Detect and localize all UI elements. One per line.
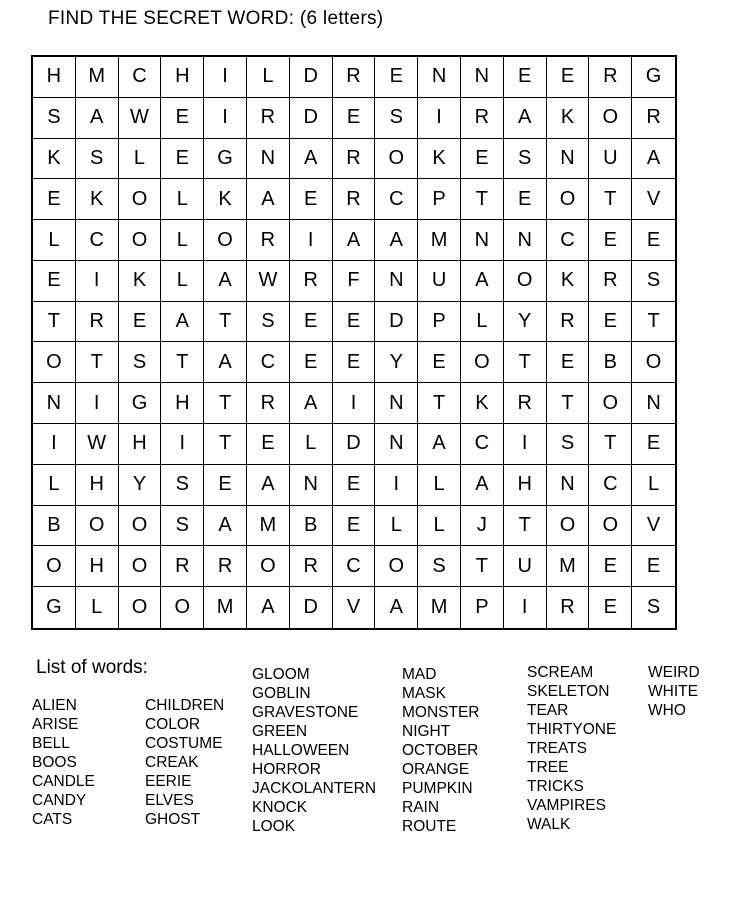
grid-cell: S	[33, 98, 76, 139]
grid-cell: L	[290, 424, 333, 465]
word-list-item: CATS	[32, 811, 73, 828]
grid-cell: A	[247, 179, 290, 220]
grid-cell: N	[461, 57, 504, 98]
grid-cell: O	[589, 383, 632, 424]
grid-cell: E	[333, 506, 376, 547]
word-list-item: TREE	[527, 759, 569, 776]
grid-cell: W	[76, 424, 119, 465]
word-list-item: CANDY	[32, 792, 87, 809]
word-list-item: PUMPKIN	[402, 780, 473, 797]
word-list-item: WHO	[648, 702, 686, 719]
word-list-item: CHILDREN	[145, 697, 225, 714]
grid-cell: E	[589, 302, 632, 343]
grid-cell: I	[161, 424, 204, 465]
grid-cell: R	[547, 587, 590, 628]
word-list-item: SCREAM	[527, 664, 594, 681]
grid-cell: T	[76, 342, 119, 383]
word-list-item: CANDLE	[32, 773, 95, 790]
grid-cell: I	[204, 98, 247, 139]
grid-cell: S	[119, 342, 162, 383]
grid-cell: O	[119, 179, 162, 220]
grid-cell: I	[76, 383, 119, 424]
grid-cell: O	[33, 546, 76, 587]
grid-cell: S	[632, 261, 675, 302]
grid-cell: E	[333, 465, 376, 506]
grid-cell: Y	[504, 302, 547, 343]
grid-cell: O	[547, 506, 590, 547]
grid-cell: R	[333, 139, 376, 180]
grid-cell: A	[247, 465, 290, 506]
grid-cell: R	[589, 261, 632, 302]
grid-cell: O	[547, 179, 590, 220]
word-list-item: ALIEN	[32, 697, 77, 714]
grid-cell: M	[418, 220, 461, 261]
grid-cell: W	[247, 261, 290, 302]
word-list-column-6	[648, 663, 700, 720]
word-list-item: KNOCK	[252, 799, 308, 816]
grid-cell: A	[161, 302, 204, 343]
grid-cell: A	[504, 98, 547, 139]
grid-cell: E	[204, 465, 247, 506]
grid-cell: C	[76, 220, 119, 261]
grid-cell: R	[247, 383, 290, 424]
grid-cell: A	[247, 587, 290, 628]
grid-cell: L	[632, 465, 675, 506]
grid-cell: R	[632, 98, 675, 139]
word-list-item: COSTUME	[145, 735, 223, 752]
grid-cell: R	[247, 220, 290, 261]
grid-cell: U	[589, 139, 632, 180]
grid-cell: K	[204, 179, 247, 220]
grid-cell: V	[632, 179, 675, 220]
grid-cell: E	[161, 139, 204, 180]
word-list-item: MAD	[402, 666, 437, 683]
grid-cell: O	[204, 220, 247, 261]
grid-cell: N	[632, 383, 675, 424]
grid-cell: L	[418, 465, 461, 506]
grid-cell: N	[290, 465, 333, 506]
grid-cell: O	[589, 98, 632, 139]
grid-cell: E	[33, 261, 76, 302]
word-list-item: BELL	[32, 735, 70, 752]
grid-cell: S	[76, 139, 119, 180]
grid-cell: L	[461, 302, 504, 343]
word-list-column-2	[145, 696, 224, 829]
word-list-item: JACKOLANTERN	[252, 780, 377, 797]
grid-cell: C	[589, 465, 632, 506]
grid-cell: E	[247, 424, 290, 465]
grid-cell: K	[76, 179, 119, 220]
word-list-item: EERIE	[145, 773, 192, 790]
word-list-item: WALK	[527, 816, 571, 833]
grid-cell: G	[33, 587, 76, 628]
grid-cell: E	[418, 342, 461, 383]
grid-cell: O	[76, 506, 119, 547]
grid-cell: E	[589, 220, 632, 261]
word-list-item: ELVES	[145, 792, 194, 809]
grid-cell: E	[504, 57, 547, 98]
grid-cell: I	[290, 220, 333, 261]
grid-cell: S	[161, 465, 204, 506]
grid-cell: E	[547, 57, 590, 98]
grid-cell: R	[333, 57, 376, 98]
grid-cell: O	[33, 342, 76, 383]
grid-cell: I	[33, 424, 76, 465]
grid-cell: O	[119, 587, 162, 628]
grid-cell: L	[33, 220, 76, 261]
grid-cell: S	[504, 139, 547, 180]
grid-cell: I	[76, 261, 119, 302]
grid-cell: K	[119, 261, 162, 302]
grid-cell: H	[33, 57, 76, 98]
word-list-heading: List of words:	[36, 657, 148, 678]
grid-cell: E	[547, 342, 590, 383]
grid-cell: E	[119, 302, 162, 343]
grid-cell: L	[76, 587, 119, 628]
grid-cell: A	[418, 424, 461, 465]
grid-cell: E	[290, 179, 333, 220]
grid-cell: M	[247, 506, 290, 547]
grid-cell: A	[632, 139, 675, 180]
grid-cell: O	[119, 220, 162, 261]
grid-cell: I	[504, 587, 547, 628]
grid-cell: E	[375, 57, 418, 98]
word-list-item: ARISE	[32, 716, 79, 733]
grid-cell: B	[33, 506, 76, 547]
grid-cell: H	[504, 465, 547, 506]
grid-cell: M	[418, 587, 461, 628]
grid-cell: T	[589, 424, 632, 465]
grid-cell: R	[204, 546, 247, 587]
grid-cell: L	[161, 220, 204, 261]
grid-cell: S	[161, 506, 204, 547]
grid-cell: R	[589, 57, 632, 98]
grid-cell: R	[461, 98, 504, 139]
grid-cell: I	[418, 98, 461, 139]
grid-cell: T	[632, 302, 675, 343]
grid-cell: P	[461, 587, 504, 628]
grid-cell: U	[504, 546, 547, 587]
grid-cell: K	[547, 98, 590, 139]
grid-cell: E	[290, 302, 333, 343]
grid-cell: I	[375, 465, 418, 506]
grid-cell: A	[461, 465, 504, 506]
word-list-item: CREAK	[145, 754, 199, 771]
word-list-item: ORANGE	[402, 761, 470, 778]
grid-cell: N	[33, 383, 76, 424]
grid-cell: N	[375, 424, 418, 465]
word-list-item: MASK	[402, 685, 446, 702]
grid-cell: H	[161, 383, 204, 424]
grid-cell: O	[119, 546, 162, 587]
grid-cell: H	[119, 424, 162, 465]
grid-cell: O	[461, 342, 504, 383]
grid-cell: R	[161, 546, 204, 587]
grid-cell: O	[247, 546, 290, 587]
grid-cell: S	[247, 302, 290, 343]
word-list-item: GHOST	[145, 811, 201, 828]
grid-cell: N	[247, 139, 290, 180]
grid-cell: V	[632, 506, 675, 547]
grid-cell: M	[76, 57, 119, 98]
grid-cell: N	[547, 139, 590, 180]
word-list-item: WHITE	[648, 683, 698, 700]
grid-cell: O	[589, 506, 632, 547]
grid-cell: E	[333, 342, 376, 383]
grid-cell: T	[161, 342, 204, 383]
word-list-item: GLOOM	[252, 666, 310, 683]
grid-cell: E	[161, 98, 204, 139]
grid-cell: C	[247, 342, 290, 383]
word-list-item: GRAVESTONE	[252, 704, 359, 721]
grid-cell: R	[247, 98, 290, 139]
grid-cell: H	[76, 465, 119, 506]
grid-cell: H	[161, 57, 204, 98]
grid-cell: C	[119, 57, 162, 98]
grid-cell: R	[504, 383, 547, 424]
grid-cell: T	[33, 302, 76, 343]
word-list-column-1	[32, 696, 95, 829]
grid-cell: S	[375, 98, 418, 139]
grid-cell: T	[504, 506, 547, 547]
grid-cell: C	[461, 424, 504, 465]
word-list-item: GREEN	[252, 723, 308, 740]
grid-cell: I	[504, 424, 547, 465]
grid-cell: R	[290, 261, 333, 302]
grid-cell: E	[589, 587, 632, 628]
word-list-item: SKELETON	[527, 683, 610, 700]
grid-cell: N	[504, 220, 547, 261]
grid-cell: L	[119, 139, 162, 180]
word-list-item: COLOR	[145, 716, 201, 733]
grid-cell: E	[290, 342, 333, 383]
word-list-item: TEAR	[527, 702, 569, 719]
grid-cell: C	[547, 220, 590, 261]
grid-cell: T	[204, 302, 247, 343]
grid-cell: M	[547, 546, 590, 587]
grid-cell: L	[418, 506, 461, 547]
word-list-item: NIGHT	[402, 723, 451, 740]
grid-cell: N	[375, 383, 418, 424]
grid-cell: L	[247, 57, 290, 98]
word-list-item: VAMPIRES	[527, 797, 606, 814]
grid-cell: S	[418, 546, 461, 587]
grid-cell: N	[547, 465, 590, 506]
grid-cell: F	[333, 261, 376, 302]
grid-cell: A	[290, 383, 333, 424]
grid-cell: A	[375, 220, 418, 261]
grid-cell: A	[204, 261, 247, 302]
grid-cell: D	[375, 302, 418, 343]
grid-cell: R	[76, 302, 119, 343]
grid-cell: E	[461, 139, 504, 180]
word-list-item: MONSTER	[402, 704, 480, 721]
grid-cell: E	[632, 546, 675, 587]
grid-cell: K	[33, 139, 76, 180]
grid-cell: Y	[375, 342, 418, 383]
grid-cell: E	[333, 302, 376, 343]
grid-cell: G	[204, 139, 247, 180]
grid-cell: T	[204, 424, 247, 465]
grid-cell: C	[375, 179, 418, 220]
grid-cell: A	[204, 342, 247, 383]
word-list-item: TREATS	[527, 740, 587, 757]
grid-cell: E	[333, 98, 376, 139]
grid-cell: R	[333, 179, 376, 220]
grid-cell: D	[290, 98, 333, 139]
grid-cell: A	[290, 139, 333, 180]
grid-cell: I	[204, 57, 247, 98]
grid-cell: G	[632, 57, 675, 98]
grid-cell: A	[204, 506, 247, 547]
grid-cell: O	[119, 506, 162, 547]
grid-cell: T	[461, 179, 504, 220]
grid-cell: T	[418, 383, 461, 424]
grid-cell: T	[547, 383, 590, 424]
grid-cell: U	[418, 261, 461, 302]
grid-cell: E	[33, 179, 76, 220]
word-list-column-3	[252, 665, 376, 836]
grid-cell: S	[547, 424, 590, 465]
grid-cell: E	[632, 220, 675, 261]
grid-cell: M	[204, 587, 247, 628]
word-list-item: ROUTE	[402, 818, 457, 835]
grid-cell: L	[161, 179, 204, 220]
grid-cell: A	[76, 98, 119, 139]
grid-cell: H	[76, 546, 119, 587]
grid-cell: P	[418, 302, 461, 343]
word-list-item: LOOK	[252, 818, 296, 835]
word-list-column-4	[402, 665, 480, 836]
grid-cell: T	[589, 179, 632, 220]
grid-cell: L	[33, 465, 76, 506]
grid-cell: C	[333, 546, 376, 587]
word-list-item: TRICKS	[527, 778, 584, 795]
grid-cell: O	[504, 261, 547, 302]
word-list-item: HORROR	[252, 761, 321, 778]
grid-cell: D	[333, 424, 376, 465]
grid-cell: O	[375, 546, 418, 587]
grid-cell: A	[333, 220, 376, 261]
grid-cell: T	[504, 342, 547, 383]
grid-cell: R	[290, 546, 333, 587]
grid-cell: D	[290, 587, 333, 628]
grid-cell: V	[333, 587, 376, 628]
grid-cell: K	[547, 261, 590, 302]
grid-cell: J	[461, 506, 504, 547]
grid-cell: I	[333, 383, 376, 424]
grid-cell: N	[461, 220, 504, 261]
word-list-item: BOOS	[32, 754, 77, 771]
grid-cell: L	[161, 261, 204, 302]
grid-cell: B	[290, 506, 333, 547]
word-list-item: WEIRD	[648, 664, 700, 681]
grid-cell: S	[646, 596, 661, 619]
word-list-item: HALLOWEEN	[252, 742, 350, 759]
word-list-column-5	[527, 663, 616, 834]
grid-cell: O	[161, 587, 204, 628]
grid-cell: E	[632, 424, 675, 465]
letter-grid	[31, 55, 677, 630]
grid-cell: T	[461, 546, 504, 587]
word-list-item: THIRTYONE	[527, 721, 617, 738]
grid-cell: G	[119, 383, 162, 424]
grid-cell: O	[375, 139, 418, 180]
grid-cell: R	[547, 302, 590, 343]
grid-cell: K	[461, 383, 504, 424]
grid-cell: A	[461, 261, 504, 302]
grid-cell: P	[418, 179, 461, 220]
grid-cell: D	[290, 57, 333, 98]
grid-cell: B	[589, 342, 632, 383]
grid-cell: O	[632, 342, 675, 383]
grid-cell: E	[589, 546, 632, 587]
grid-cell: N	[418, 57, 461, 98]
grid-cell: A	[375, 587, 418, 628]
grid-cell: Y	[119, 465, 162, 506]
grid-cell: E	[504, 179, 547, 220]
grid-cell: W	[119, 98, 162, 139]
grid-cell: T	[204, 383, 247, 424]
word-list-item: GOBLIN	[252, 685, 311, 702]
page-title: FIND THE SECRET WORD: (6 letters)	[48, 8, 384, 29]
word-list-item: OCTOBER	[402, 742, 479, 759]
word-list-item: RAIN	[402, 799, 440, 816]
grid-cell: N	[375, 261, 418, 302]
grid-cell: L	[375, 506, 418, 547]
grid-cell: K	[418, 139, 461, 180]
